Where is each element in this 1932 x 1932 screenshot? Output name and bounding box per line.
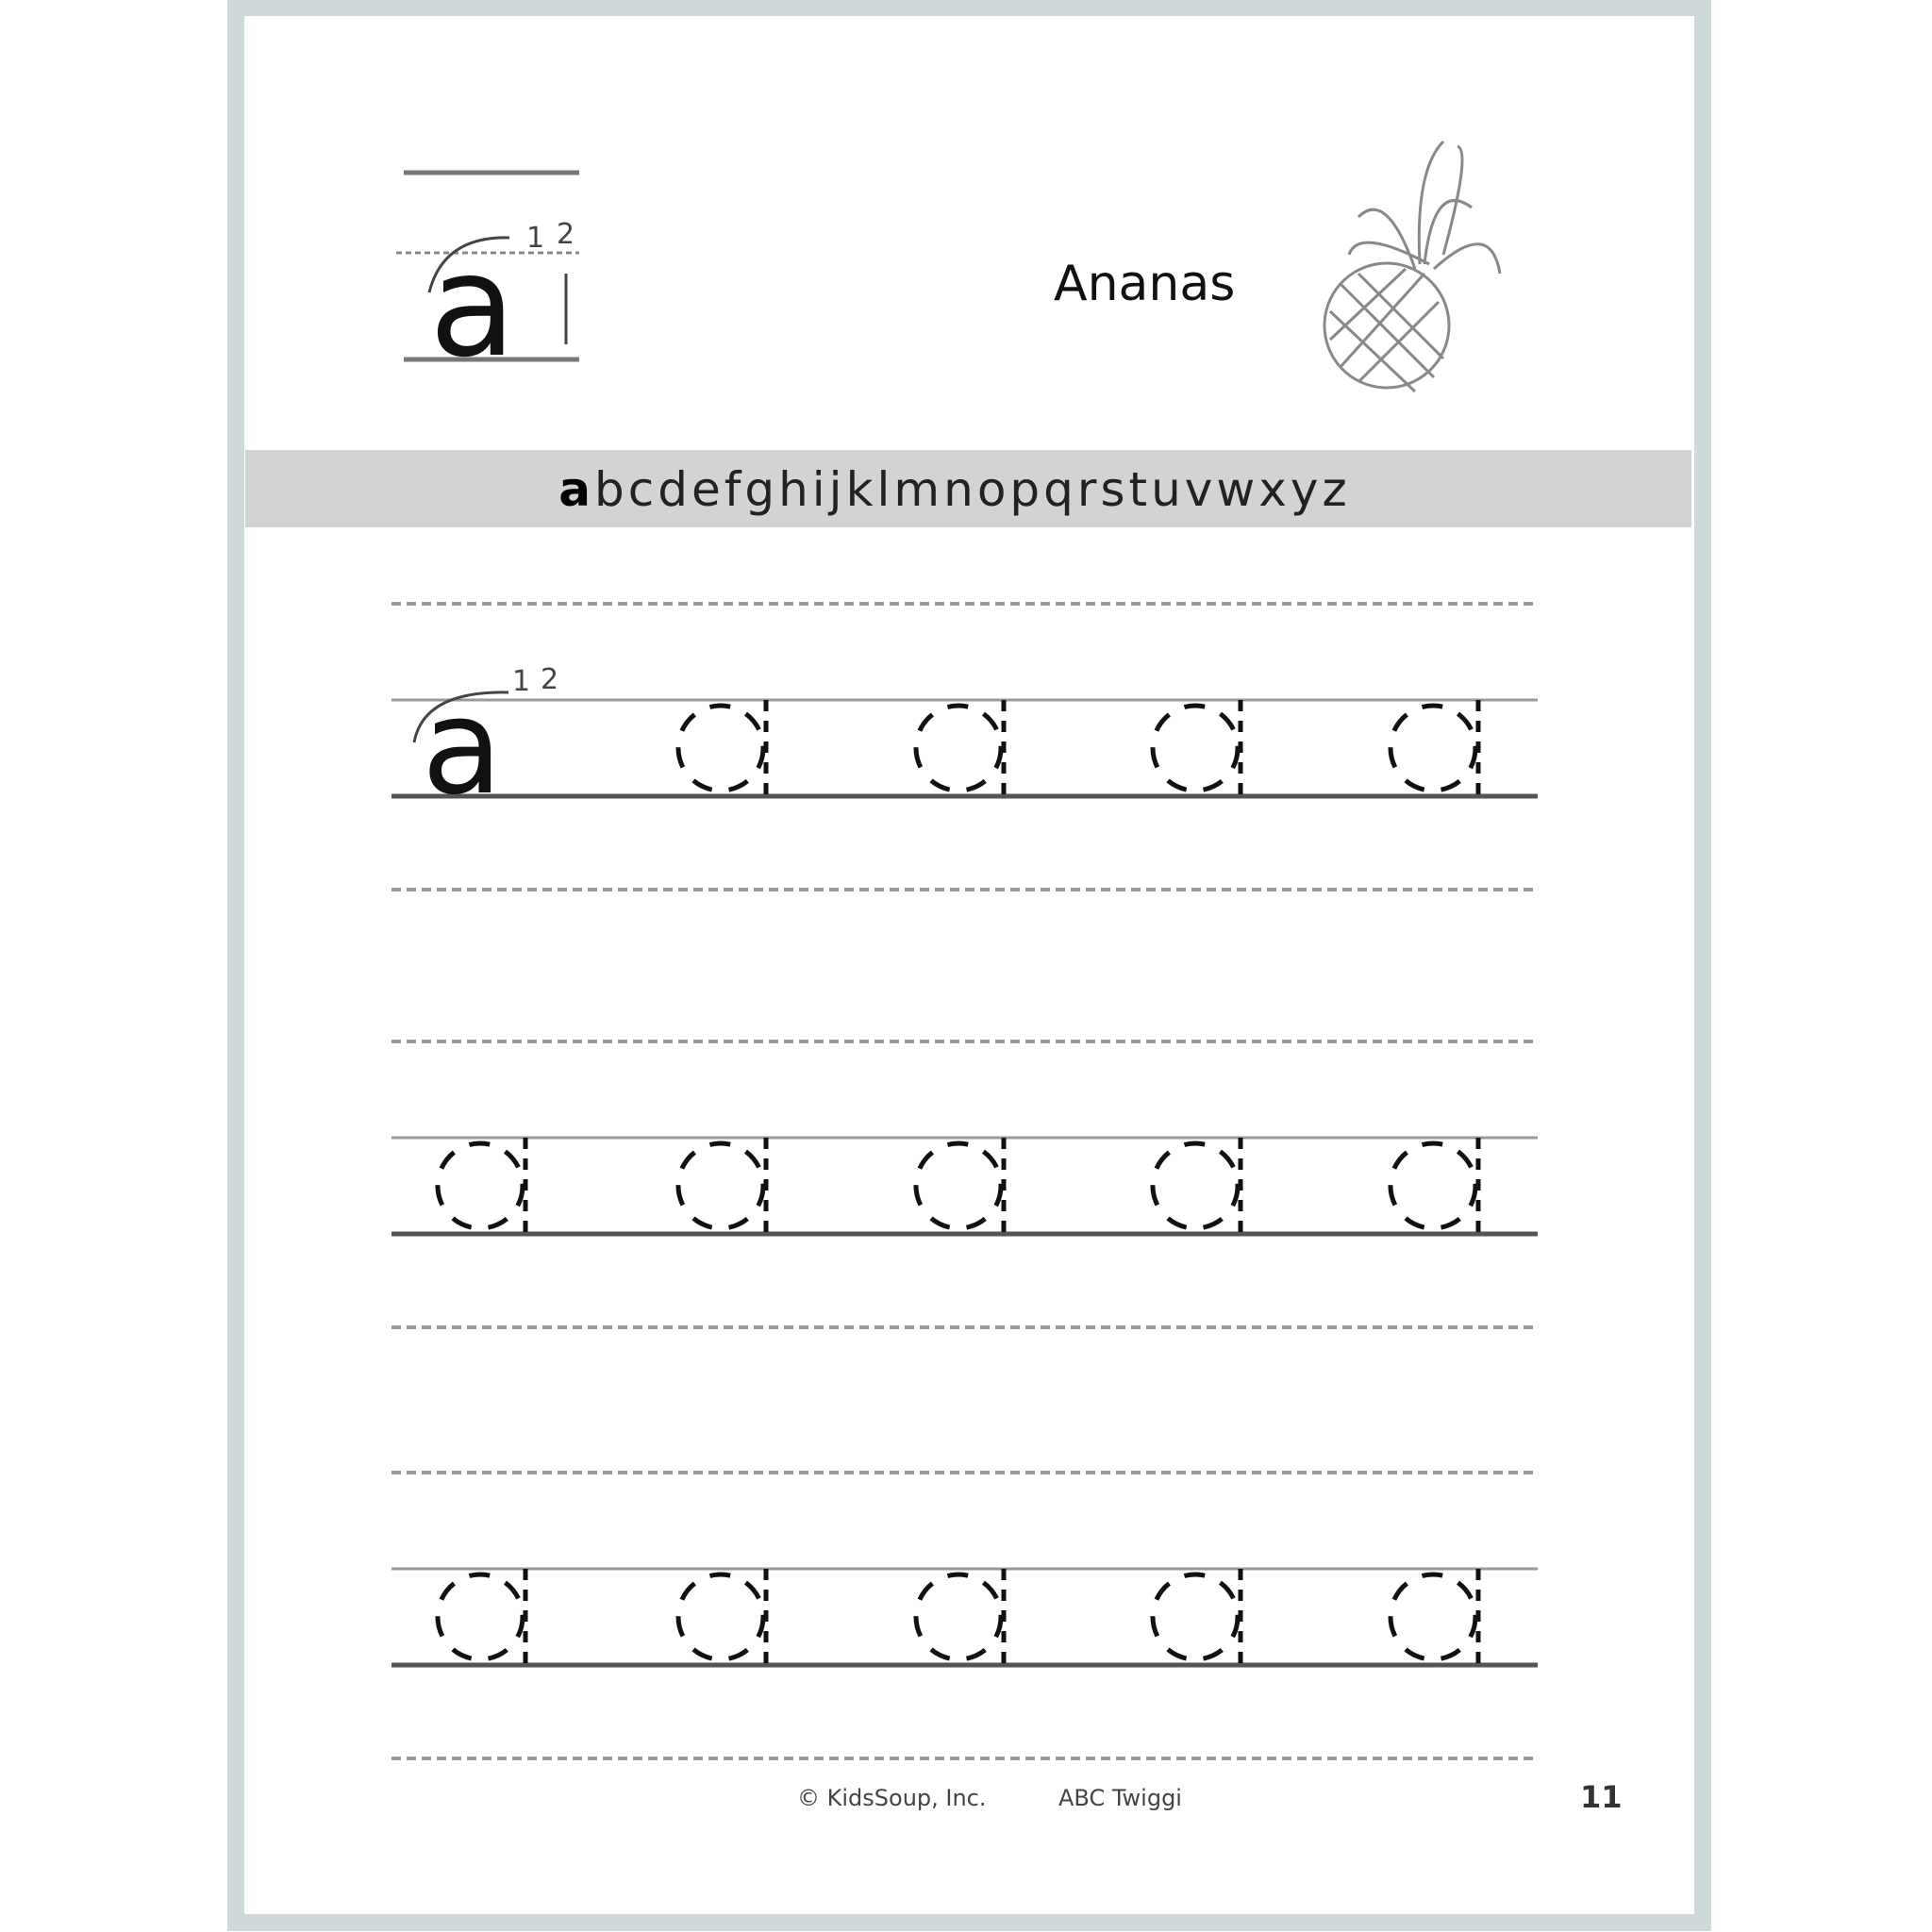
- word-label: Ananas: [1054, 256, 1236, 312]
- page-number: 11: [1580, 1779, 1623, 1815]
- stroke-number-1: 1: [526, 222, 545, 255]
- footer-copyright: © KidsSoup, Inc.: [797, 1785, 987, 1811]
- alphabet-highlight: a: [558, 462, 595, 517]
- alphabet-rest: bcdefghijklmnopqrstuvwxyz: [594, 462, 1351, 517]
- footer-series: ABC Twiggi: [1058, 1785, 1182, 1811]
- model-letter: a: [429, 225, 516, 389]
- stroke-number-2: 2: [541, 663, 559, 696]
- model-letter-trace: a: [422, 671, 503, 824]
- alphabet-strip: [558, 462, 1350, 517]
- stroke-number-2: 2: [557, 218, 575, 251]
- stroke-number-1: 1: [512, 665, 531, 698]
